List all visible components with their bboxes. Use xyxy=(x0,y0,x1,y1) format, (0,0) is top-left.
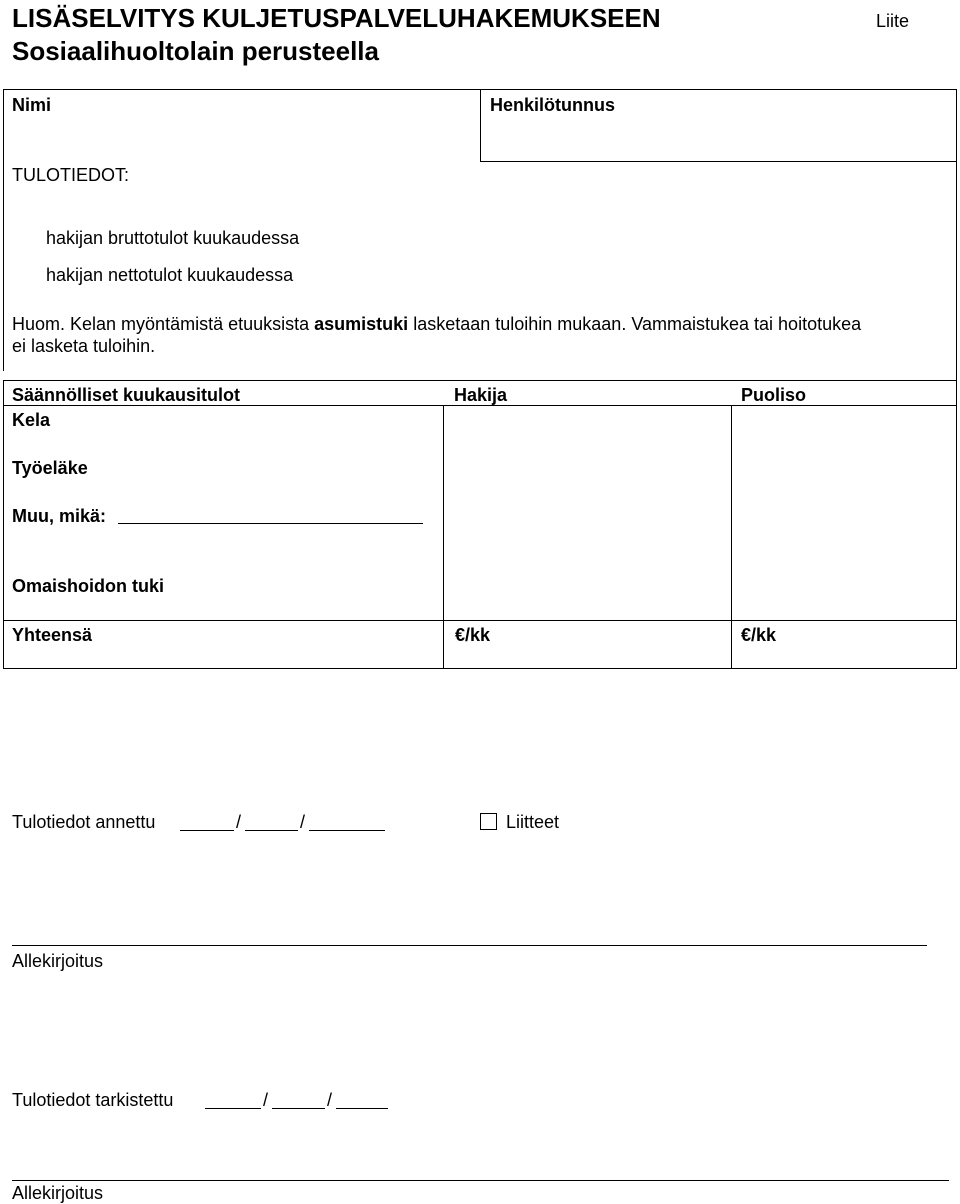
given-day-field[interactable] xyxy=(180,830,234,831)
divider xyxy=(3,620,957,621)
hakija-income-cell[interactable] xyxy=(446,408,728,618)
given-month-field[interactable] xyxy=(245,830,298,831)
col-header-income: Säännölliset kuukausitulot xyxy=(12,385,241,405)
total-label: Yhteensä xyxy=(12,625,93,645)
signature-line-1[interactable] xyxy=(12,945,927,946)
net-income-field[interactable] xyxy=(370,261,930,287)
date-separator: / xyxy=(300,812,306,832)
total-puoliso-unit[interactable]: €/kk xyxy=(741,625,777,645)
signature-line-2[interactable] xyxy=(12,1180,949,1181)
income-heading: TULOTIEDOT: xyxy=(12,165,130,185)
form-subtitle: Sosiaalihuoltolain perusteella xyxy=(12,36,379,66)
name-field[interactable] xyxy=(60,92,470,152)
muu-specify-field[interactable] xyxy=(118,523,423,524)
given-year-field[interactable] xyxy=(309,830,385,831)
gross-income-label: hakijan bruttotulot kuukaudessa xyxy=(46,228,300,248)
signature-label-1: Allekirjoitus xyxy=(12,951,104,971)
given-date-label: Tulotiedot annettu xyxy=(12,812,156,832)
net-income-label: hakijan nettotulot kuukaudessa xyxy=(46,265,294,285)
gross-income-field[interactable] xyxy=(370,224,930,250)
signature-label-2: Allekirjoitus xyxy=(12,1183,104,1203)
name-label: Nimi xyxy=(12,95,52,115)
date-separator: / xyxy=(327,1090,333,1110)
checked-day-field[interactable] xyxy=(205,1108,261,1109)
form-title: LISÄSELVITYS KULJETUSPALVELUHAKEMUKSEEN xyxy=(12,3,661,33)
divider xyxy=(956,89,957,381)
divider xyxy=(480,89,481,162)
ssn-label: Henkilötunnus xyxy=(490,95,615,115)
date-separator: / xyxy=(236,812,242,832)
checked-month-field[interactable] xyxy=(272,1108,325,1109)
divider xyxy=(3,89,4,371)
row-label-omaishoidon-tuki: Omaishoidon tuki xyxy=(12,576,165,596)
income-note-line1 xyxy=(12,313,861,335)
liite-label: Liite xyxy=(876,11,910,31)
divider xyxy=(3,380,4,669)
total-hakija-unit[interactable]: €/kk xyxy=(455,625,491,645)
col-header-puoliso: Puoliso xyxy=(741,385,807,405)
note-text: Huom. Kelan myöntämistä etuuksista xyxy=(12,314,315,334)
divider xyxy=(3,380,957,381)
attachments-checkbox[interactable] xyxy=(480,813,497,830)
checked-year-field[interactable] xyxy=(336,1108,388,1109)
income-note-line2: ei lasketa tuloihin. xyxy=(12,336,156,356)
checked-date-label: Tulotiedot tarkistettu xyxy=(12,1090,174,1110)
date-separator: / xyxy=(263,1090,269,1110)
puoliso-income-cell[interactable] xyxy=(734,408,954,618)
note-text: lasketaan tuloihin mukaan. Vammaistukea tai hoitotukea xyxy=(408,314,862,334)
attachments-label: Liitteet xyxy=(506,812,560,832)
divider xyxy=(731,405,732,669)
divider xyxy=(3,668,957,669)
row-label-kela: Kela xyxy=(12,410,51,430)
row-label-tyoelake: Työeläke xyxy=(12,458,88,478)
note-bold-term: asumistuki xyxy=(314,314,409,334)
divider xyxy=(480,161,957,162)
col-header-hakija: Hakija xyxy=(454,385,508,405)
ssn-field[interactable] xyxy=(640,92,950,152)
divider xyxy=(956,380,957,669)
divider xyxy=(443,405,444,669)
row-label-muu: Muu, mikä: xyxy=(12,506,107,526)
